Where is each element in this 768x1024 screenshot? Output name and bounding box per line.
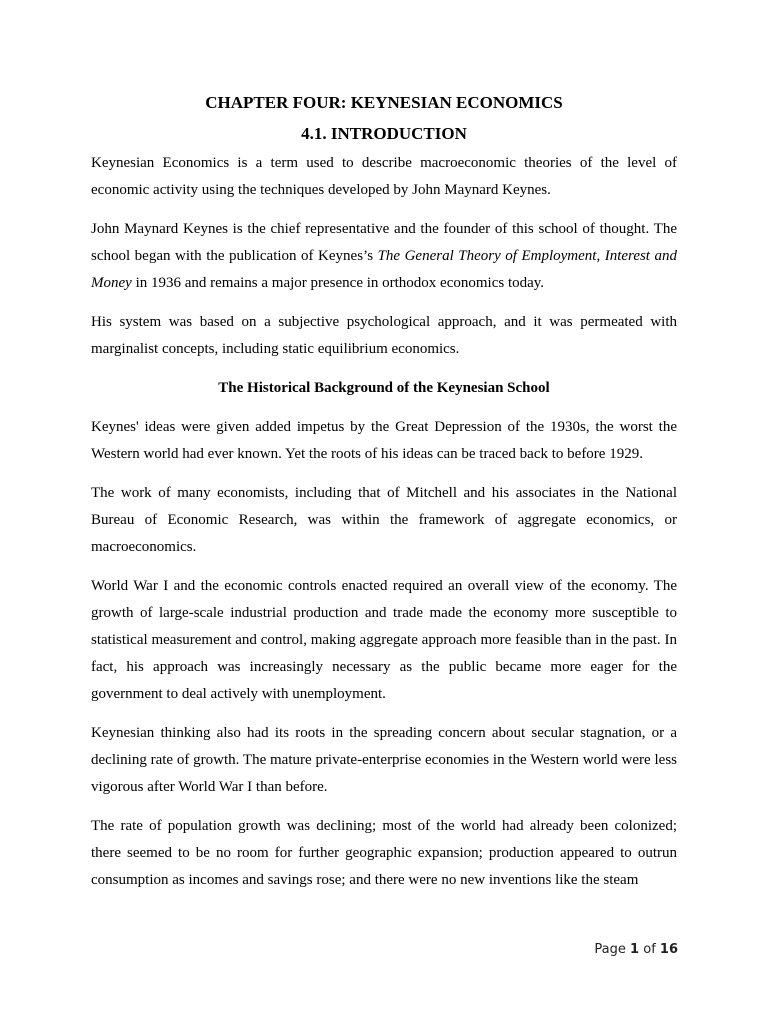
chapter-title: CHAPTER FOUR: KEYNESIAN ECONOMICS — [205, 93, 563, 112]
paragraph: Keynesian Economics is a term used to describe macroeconomic theories of the level of economic activity using the techniques developed by John Maynard Keynes. — [91, 155, 677, 198]
paragraph-text: in 1936 and remains a major presence in orthodox economics today. — [131, 275, 545, 291]
paragraph-text: John Maynard Keynes is the chief representative and the founder of this school of thought. The school began with the publication of Keynes’s — [91, 221, 677, 264]
document-body — [91, 150, 677, 894]
paragraph — [91, 216, 677, 297]
paragraph: The rate of population growth was declining; most of the world had already been colonized; there seemed to be no room for further geographic expansion; production appeared to outrun consumption as incomes and savings rose; and there were no new inventions like the steam — [91, 818, 677, 888]
paragraph: World War I and the economic controls enacted required an overall view of the economy. The growth of large-scale industrial production and trade made the economy more susceptible to statistical measurement and control, making aggregate approach more feasible than in the past. In fact, his approach was increasingly necessary as the public became more eager for the government to deal actively with unemployment. — [91, 578, 677, 702]
current-page-number: 1 — [630, 942, 640, 957]
page-number-footer — [594, 940, 678, 960]
paragraph: Keynes' ideas were given added impetus by the Great Depression of the 1930s, the worst the Western world had ever known. Yet the roots of his ideas can be traced back to before 1929. — [91, 419, 677, 462]
paragraph: Keynesian thinking also had its roots in the spreading concern about secular stagnation, or a declining rate of growth. The mature private-enterprise economies in the Western world were less vigorous after World War I than before. — [91, 725, 677, 795]
paragraph: The work of many economists, including that of Mitchell and his associates in the National Bureau of Economic Research, was within the framework of aggregate economics, or macroeconomics. — [91, 485, 677, 555]
total-pages-number: 16 — [659, 942, 678, 957]
of-label: of — [643, 942, 656, 957]
section-title: 4.1. INTRODUCTION — [301, 124, 467, 143]
paragraph: His system was based on a subjective psychological approach, and it was permeated with marginalist concepts, including static equilibrium economics. — [91, 314, 677, 357]
subheading: The Historical Background of the Keynesian School — [218, 380, 550, 396]
book-title: The General Theory of Employment, Interest and Money — [91, 248, 677, 291]
page-label: Page — [594, 942, 626, 957]
